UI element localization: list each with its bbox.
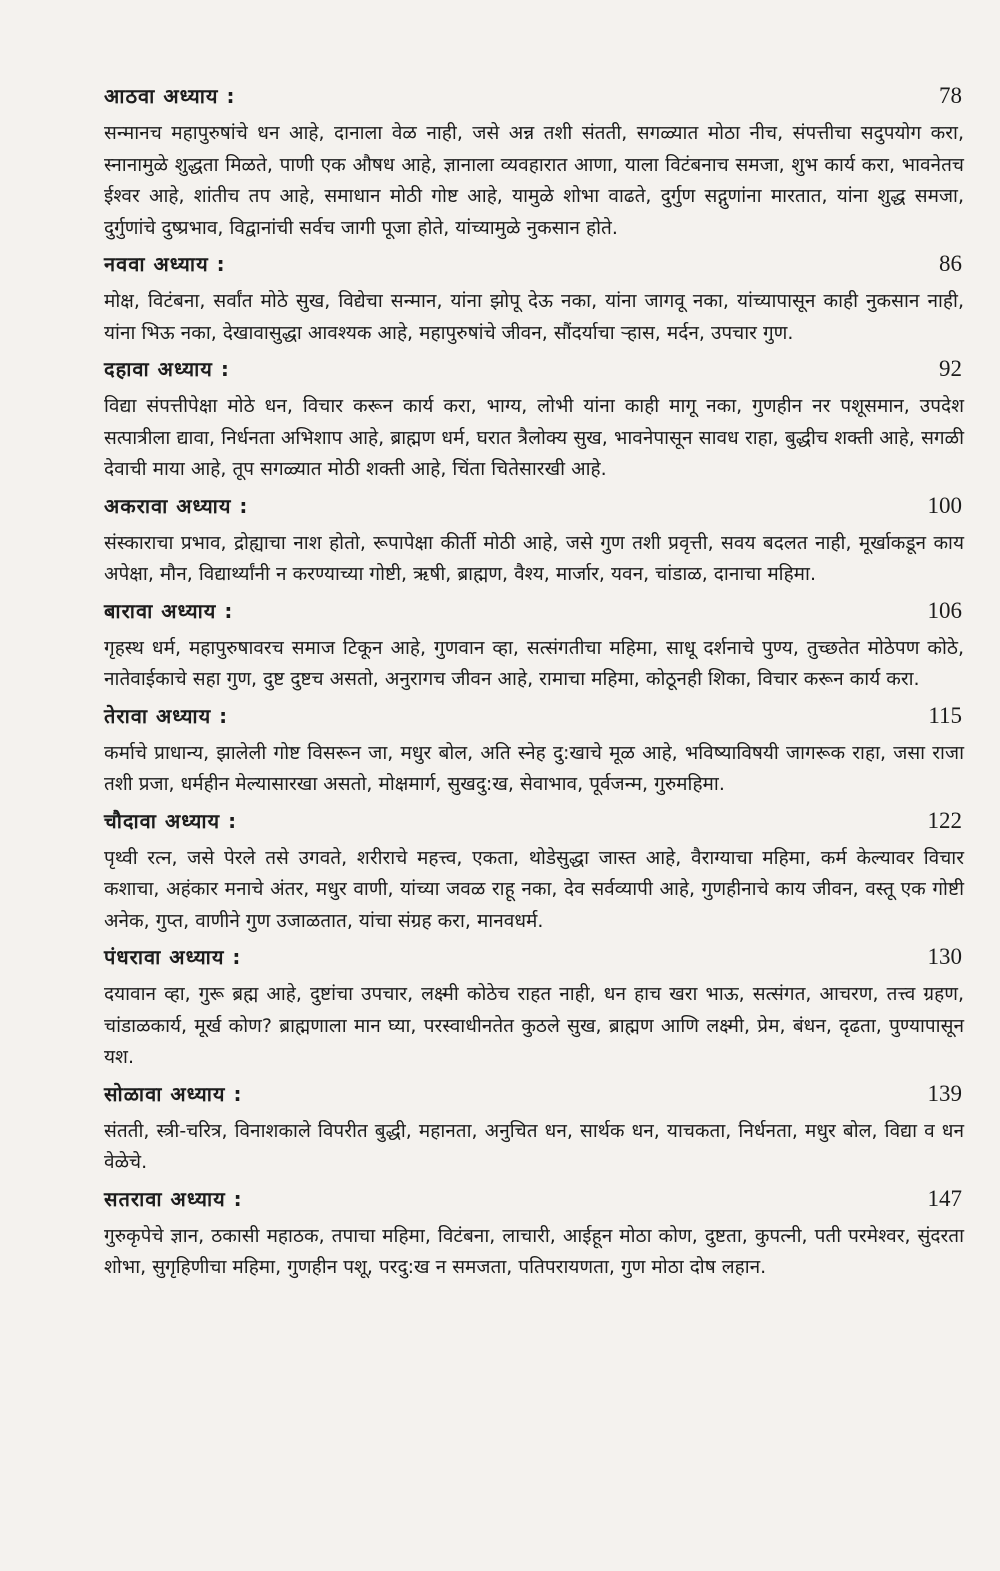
chapter-page-number: 130: [927, 944, 962, 969]
chapter-header: [104, 1185, 964, 1221]
chapter-topics: गृहस्थ धर्म, महापुरुषावरच समाज टिकून आहे, गुणवान व्हा, सत्संगतीचा महिमा, साधू दर्शनाचे पुण्य, तुच्छतेत मोठेपण कोठे, नातेवाईकाचे सहा गुण, दुष्ट दुष्टच असतो, अनुरागच जीवन आहे, रामाचा महिमा, कोठूनही शिका, विचार करून कार्य करा.: [104, 636, 964, 690]
chapter-title: सतरावा अध्याय :: [104, 1186, 243, 1211]
chapter-topics: मोक्ष, विटंबना, सर्वांत मोठे सुख, विद्येचा सन्मान, यांना झोपू देऊ नका, यांना जागवू नका, यांच्यापासून काही नुकसान नाही, यांना भिऊ नका, देखावासुद्धा आवश्यक आहे, महापुरुषांचे जीवन, सौंदर्याचा ऱ्हास, मर्दन, उपचार गुण.: [104, 290, 964, 344]
chapter-header: [104, 250, 964, 286]
chapter-entry: [104, 597, 964, 696]
chapter-header: [104, 355, 964, 391]
chapter-topics: गुरुकृपेचे ज्ञान, ठकासी महाठक, तपाचा महिमा, विटंबना, लाचारी, आईहून मोठा कोण, दुष्टता, कुपत्नी, पती परमेश्वर, सुंदरता शोभा, सुगृहिणीचा महिमा, गुणहीन पशू, परदु:ख न समजता, पतिपरायणता, गुण मोठा दोष लहान.: [104, 1224, 964, 1278]
chapter-topics: विद्या संपत्तीपेक्षा मोठे धन, विचार करून कार्य करा, भाग्य, लोभी यांना काही मागू नका, गुणहीन नर पशूसमान, उपदेश सत्पात्रीला द्यावा, निर्धनता अभिशाप आहे, ब्राह्मण धर्म, घरात त्रैलोक्य सुख, भावनेपासून सावध राहा, बुद्धीच शक्ती आहे, सगळी देवाची माया आहे, तूप सगळ्यात मोठी शक्ती आहे, चिंता चितेसारखी आहे.: [104, 395, 964, 480]
chapter-header: [104, 943, 964, 979]
chapter-page-number: 100: [927, 492, 962, 518]
chapter-header: [104, 1080, 964, 1116]
chapter-topics: दयावान व्हा, गुरू ब्रह्म आहे, दुष्टांचा उपचार, लक्ष्मी कोठेच राहत नाही, धन हाच खरा भाऊ, सत्संगत, आचरण, तत्त्व ग्रहण, चांडाळकार्य, मूर्ख कोण? ब्राह्मणाला मान घ्या, परस्वाधीनतेत कुठले सुख, ब्राह्मण आणि लक्ष्मी, प्रेम, बंधन, दृढता, पुण्यापासून यश.: [104, 983, 964, 1068]
chapter-title: बारावा अध्याय :: [104, 598, 234, 623]
chapter-entry: [104, 1185, 964, 1284]
chapter-entry: [104, 82, 964, 244]
chapter-entry: [104, 807, 964, 938]
chapter-page-number: 78: [939, 83, 962, 108]
chapter-entry: [104, 250, 964, 349]
chapter-header: [104, 82, 964, 118]
chapter-page-number: 106: [927, 597, 962, 623]
chapter-topics: संस्काराचा प्रभाव, द्रोह्याचा नाश होतो, रूपापेक्षा कीर्ती मोठी आहे, जसे गुण तशी प्रवृत्ती, सवय बदलत नाही, मूर्खाकडून काय अपेक्षा, मौन, विद्यार्थ्यांनी न करण्याच्या गोष्टी, ऋषी, ब्राह्मण, वैश्य, मार्जार, यवन, चांडाळ, दानाचा महिमा.: [104, 531, 964, 585]
chapter-page-number: 122: [927, 807, 962, 833]
chapter-topics: संतती, स्त्री-चरित्र, विनाशकाले विपरीत बुद्धी, महानता, अनुचित धन, सार्थक धन, याचकता, निर्धनता, मधुर बोल, विद्या व धन वेळेचे.: [104, 1119, 964, 1173]
chapter-topics: सन्मानच महापुरुषांचे धन आहे, दानाला वेळ नाही, जसे अन्न तशी संतती, सगळ्यात मोठा नीच, संपत्तीचा सदुपयोग करा, स्नानामुळे शुद्धता मिळते, पाणी एक औषध आहे, ज्ञानाला व्यवहारात आणा, याला विटंबनाच समजा, शुभ कार्य करा, भावनेतच ईश्वर आहे, शांतीच तप आहे, समाधान मोठी गोष्ट आहे, यामुळे शोभा वाढते, दुर्गुण सद्गुणांना मारतात, यांना शुद्ध समजा, दुर्गुणांचे दुष्प्रभाव, विद्वानांची सर्वच जागी पूजा होते, यांच्यामुळे नुकसान होते.: [104, 122, 964, 239]
chapter-topics: पृथ्वी रत्न, जसे पेरले तसे उगवते, शरीराचे महत्त्व, एकता, थोडेसुद्धा जास्त आहे, वैराग्याचा महिमा, कर्म केल्यावर विचार कशाचा, अहंकार मनाचे अंतर, मधुर वाणी, यांच्या जवळ राहू नका, देव सर्वव्यापी आहे, गुणहीनाचे काय जीवन, वस्तू एक गोष्टी अनेक, गुप्त, वाणीने गुण उजाळतात, यांचा संग्रह करा, मानवधर्म.: [104, 846, 964, 932]
chapter-header: [104, 492, 964, 528]
chapter-title: सोळावा अध्याय :: [104, 1081, 243, 1106]
chapter-page-number: 86: [939, 251, 962, 276]
chapter-title: नववा अध्याय :: [104, 252, 226, 276]
chapter-entry: [104, 943, 964, 1074]
chapter-title: तेरावा अध्याय :: [104, 703, 229, 728]
chapter-title: आठवा अध्याय :: [104, 84, 236, 108]
chapter-topics: कर्माचे प्राधान्य, झालेली गोष्ट विसरून जा, मधुर बोल, अति स्नेह दु:खाचे मूळ आहे, भविष्याविषयी जागरूक राहा, जसा राजा तशी प्रजा, धर्महीन मेल्यासारखा असतो, मोक्षमार्ग, सुखदु:ख, सेवाभाव, पूर्वजन्म, गुरुमहिमा.: [104, 741, 964, 795]
chapter-header: [104, 807, 964, 843]
chapter-title: अकरावा अध्याय :: [104, 493, 249, 518]
chapter-entry: [104, 492, 964, 591]
chapter-header: [104, 702, 964, 738]
chapter-page-number: 139: [927, 1080, 962, 1106]
chapter-entry: [104, 1080, 964, 1179]
chapter-title: दहावा अध्याय :: [104, 357, 230, 381]
chapter-entry: [104, 702, 964, 801]
chapter-title: चौदावा अध्याय :: [104, 808, 238, 833]
chapter-entry: [104, 355, 964, 486]
chapter-title: पंधरावा अध्याय :: [104, 945, 242, 969]
chapter-header: [104, 597, 964, 633]
chapter-page-number: 92: [939, 356, 962, 381]
chapter-page-number: 115: [928, 702, 962, 728]
chapter-page-number: 147: [927, 1185, 962, 1211]
